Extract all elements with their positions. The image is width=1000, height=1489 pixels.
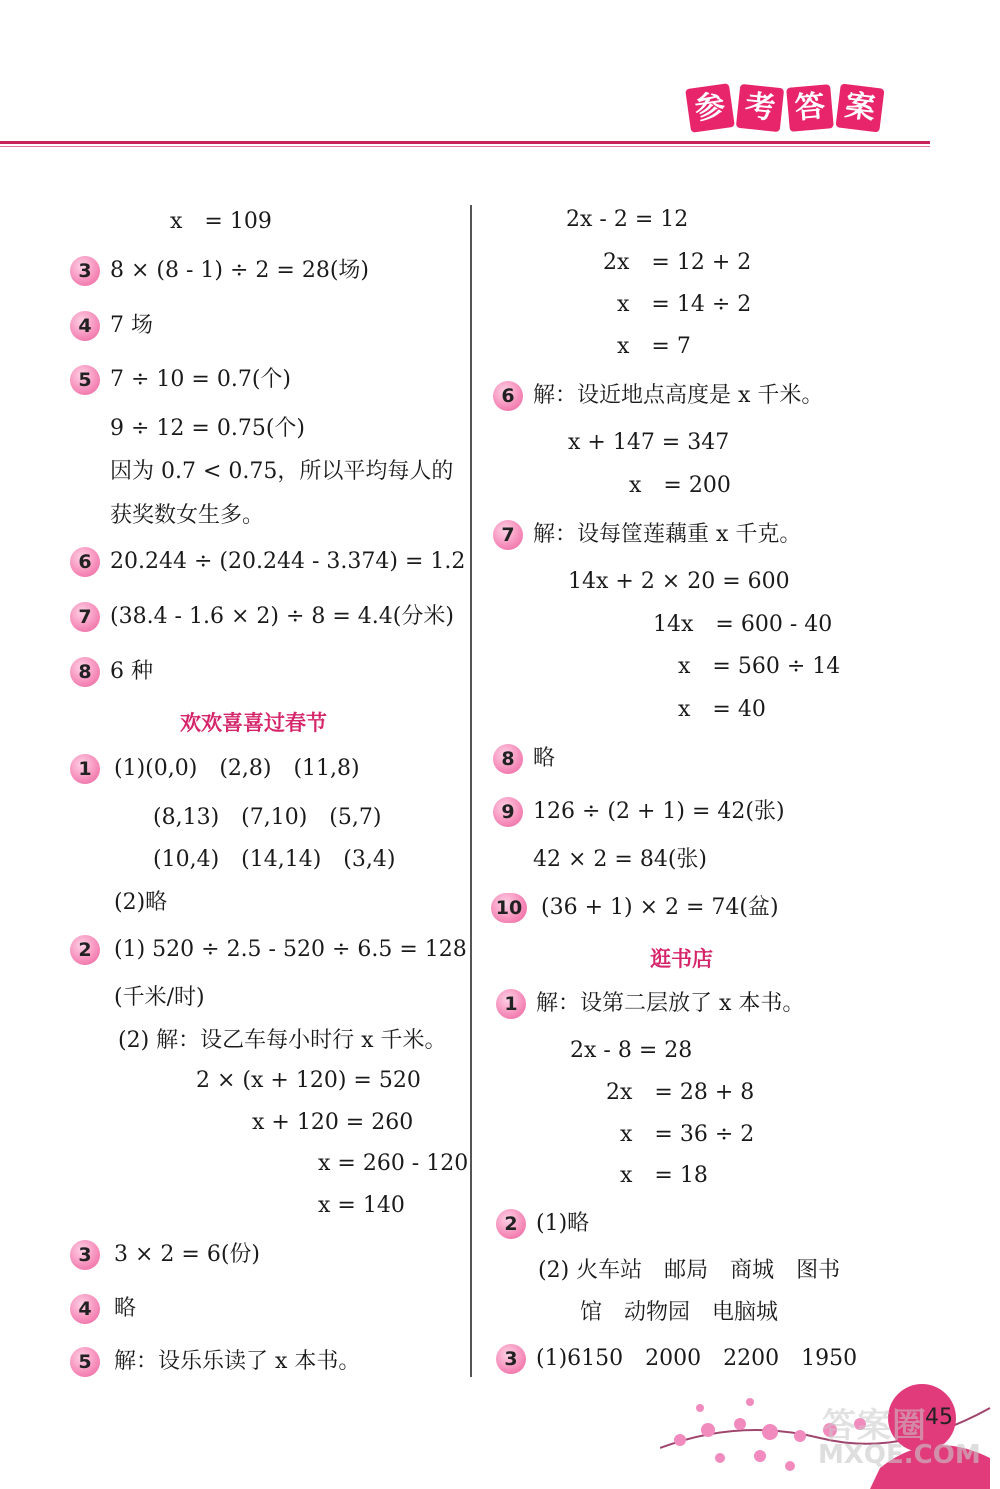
answer-line: 因为 0.7 < 0.75，所以平均每人的 [110,459,454,484]
answer-line: 获奖数女生多。 [110,503,265,528]
title-char-3: 答 [786,84,834,132]
header-rule-thin [0,146,930,147]
question-number: 6 [493,381,523,411]
answer-line: 馆 动物园 电脑城 [580,1300,779,1325]
answer-line: 8 × (8 - 1) ÷ 2 = 28(场) [110,258,369,283]
equation-line: x = 260 - 120 [318,1151,469,1176]
equation-line: x = 18 [620,1163,708,1188]
title-char-2: 考 [736,84,784,132]
equation-line: x = 36 ÷ 2 [620,1122,755,1147]
question-number: 3 [496,1344,526,1374]
answer-line: (38.4 - 1.6 × 2) ÷ 8 = 4.4(分米) [110,604,454,629]
question-number: 2 [70,935,100,965]
question-number: 4 [70,311,100,341]
answer-line: 7 场 [110,313,153,338]
equation-line: 14x = 600 - 40 [653,612,833,637]
question-number: 5 [70,1347,100,1377]
question-number: 2 [496,1209,526,1239]
question-number: 3 [70,256,100,286]
question-number: 1 [496,989,526,1019]
answer-line: 解：设每筐莲藕重 x 千克。 [533,522,802,547]
equation-line: 2 × (x + 120) = 520 [196,1068,421,1093]
equation-line: 2x - 8 = 28 [570,1038,693,1063]
title-char-4: 案 [835,83,884,132]
answer-line: (8,13) (7,10) (5,7) [153,805,382,830]
equation-line: x = 7 [617,334,691,359]
answer-line: 126 ÷ (2 + 1) = 42(张) [533,799,785,824]
watermark-text: 答案圈 [822,1406,927,1446]
answer-line: 20.244 ÷ (20.244 - 3.374) = 1.2 [110,549,466,574]
equation-line: x = 40 [678,697,766,722]
equation-line: 2x - 2 = 12 [566,207,689,232]
answer-line: 42 × 2 = 84(张) [533,847,707,872]
answer-line: (2) 火车站 邮局 商城 图书 [538,1258,841,1283]
equation-line: 2x = 12 + 2 [603,250,752,275]
question-number: 9 [493,797,523,827]
watermark-url: MXQE.COM [818,1440,981,1470]
answer-line: 7 ÷ 10 = 0.7(个) [110,367,291,392]
answer-line: 解：设近地点高度是 x 千米。 [533,383,824,408]
equation-line: x = 14 ÷ 2 [617,292,752,317]
question-number: 5 [70,365,100,395]
question-number: 7 [70,602,100,632]
column-divider [470,205,472,1377]
page-number: 45 [925,1405,953,1430]
equation-line: x = 140 [318,1193,405,1218]
section-title: 欢欢喜喜过春节 [180,711,327,735]
answer-line: 略 [114,1296,137,1321]
question-number: 6 [70,547,100,577]
answer-line: (10,4) (14,14) (3,4) [153,847,396,872]
equation-line: x = 200 [629,473,731,498]
answer-line: (2) 解：设乙车每小时行 x 千米。 [118,1028,447,1053]
question-number: 1 [70,754,100,784]
question-number: 10 [491,893,527,923]
title-char-1: 参 [685,83,735,133]
answer-line: (1)6150 2000 2200 1950 [536,1346,858,1371]
answer-line: (1)(0,0) (2,8) (11,8) [114,756,360,781]
answer-line: 3 × 2 = 6(份) [114,1242,260,1267]
answer-line: 解：设第二层放了 x 本书。 [536,991,805,1016]
answer-line: 9 ÷ 12 = 0.75(个) [110,416,305,441]
equation-line: 14x + 2 × 20 = 600 [568,569,790,594]
answer-line: 解：设乐乐读了 x 本书。 [114,1349,361,1374]
answer-line: 6 种 [110,659,153,684]
answer-line: (2)略 [114,890,168,915]
equation-line: x = 560 ÷ 14 [678,654,841,679]
header-rule [0,141,930,144]
question-number: 4 [70,1294,100,1324]
question-number: 8 [70,657,100,687]
section-title: 逛书店 [650,947,713,971]
answer-line: (36 + 1) × 2 = 74(盆) [541,895,779,920]
equation-line: x + 147 = 347 [568,430,730,455]
answer-line: 略 [533,746,556,771]
question-number: 3 [70,1240,100,1270]
question-number: 7 [493,520,523,550]
answer-line: x = 109 [170,209,272,234]
answer-line: (1)略 [536,1211,590,1236]
answer-line: (千米/时) [114,985,205,1010]
answer-line: (1) 520 ÷ 2.5 - 520 ÷ 6.5 = 128 [114,937,467,962]
question-number: 8 [493,744,523,774]
equation-line: x + 120 = 260 [252,1110,414,1135]
equation-line: 2x = 28 + 8 [606,1080,755,1105]
